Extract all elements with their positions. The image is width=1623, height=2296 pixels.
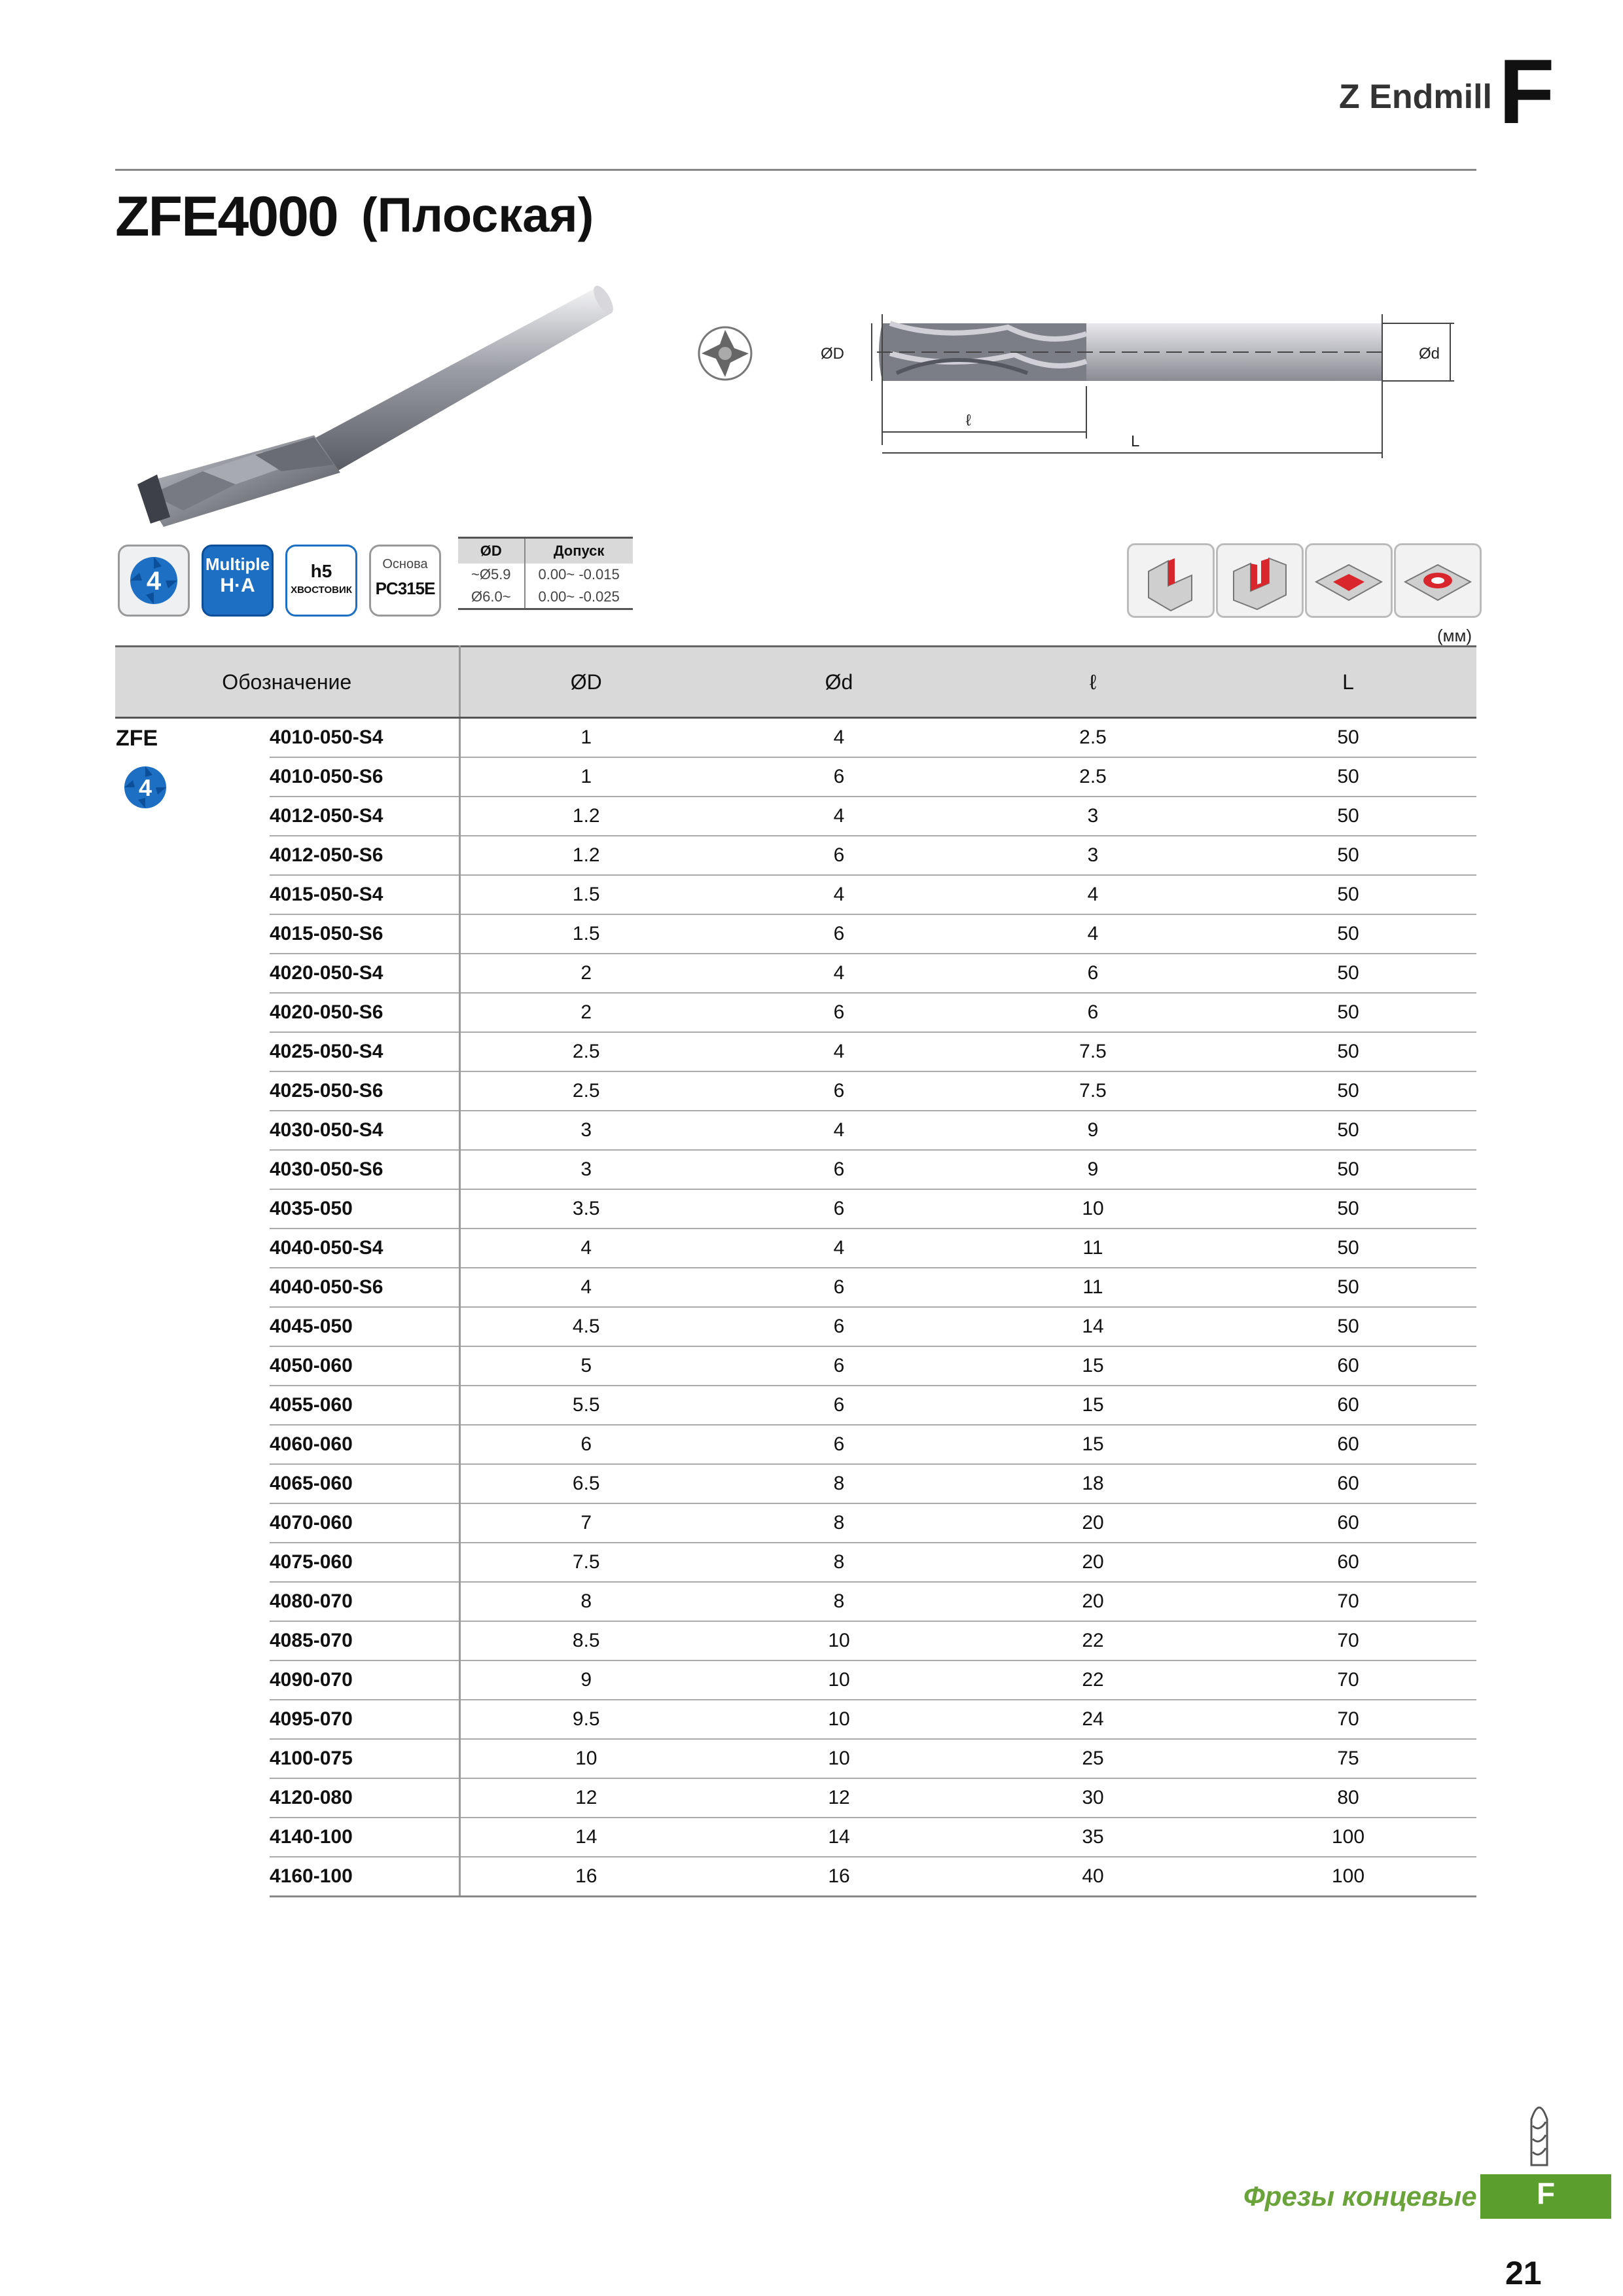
cell-D: 1: [459, 718, 712, 758]
cell-D: 5.5: [459, 1386, 712, 1425]
cell-d: 4: [712, 875, 966, 914]
cell-L: 50: [1220, 1189, 1476, 1229]
cell-d: 6: [712, 1268, 966, 1307]
designation: 4045-050: [270, 1307, 459, 1346]
cell-L: 50: [1220, 1071, 1476, 1111]
cell-l: 7.5: [966, 1032, 1220, 1071]
drawing-label-L: L: [1131, 433, 1140, 450]
cell-L: 60: [1220, 1503, 1476, 1543]
cell-d: 10: [712, 1660, 966, 1700]
cell-d: 6: [712, 757, 966, 797]
cell-d: 6: [712, 1307, 966, 1346]
cell-l: 20: [966, 1503, 1220, 1543]
cell-d: 10: [712, 1739, 966, 1778]
cell-l: 15: [966, 1346, 1220, 1386]
cell-l: 14: [966, 1307, 1220, 1346]
designation: 4140-100: [270, 1818, 459, 1857]
table-row: [115, 954, 1476, 993]
cell-D: 4.5: [459, 1307, 712, 1346]
technical-drawing: [812, 308, 1479, 471]
table-row: [115, 1425, 1476, 1464]
tol-range: ~Ø5.9: [471, 566, 511, 583]
designation: 4020-050-S4: [270, 954, 459, 993]
table-row: [115, 1150, 1476, 1189]
four-flute-icon: [120, 547, 188, 615]
designation: 4010-050-S6: [270, 757, 459, 797]
designation: 4025-050-S6: [270, 1071, 459, 1111]
designation: 4050-060: [270, 1346, 459, 1386]
cell-l: 2.5: [966, 757, 1220, 797]
designation: 4015-050-S6: [270, 914, 459, 954]
drawing-label-d: Ød: [1419, 345, 1440, 363]
designation: 4100-075: [270, 1739, 459, 1778]
series-cell: [115, 718, 270, 1897]
cell-L: 50: [1220, 914, 1476, 954]
cell-D: 9.5: [459, 1700, 712, 1739]
application-hole-icon: [1394, 543, 1482, 618]
grade-label: Основа: [382, 557, 428, 571]
cell-D: 6.5: [459, 1464, 712, 1503]
cell-d: 6: [712, 1189, 966, 1229]
cell-l: 10: [966, 1189, 1220, 1229]
application-shoulder-icon: [1127, 543, 1215, 618]
table-row: [115, 1660, 1476, 1700]
cell-l: 3: [966, 797, 1220, 836]
header-designation: Обозначение: [115, 647, 459, 718]
table-row: [115, 1071, 1476, 1111]
cell-D: 5: [459, 1346, 712, 1386]
cell-d: 4: [712, 1032, 966, 1071]
cell-L: 60: [1220, 1543, 1476, 1582]
table-row: [115, 1582, 1476, 1621]
cell-L: 50: [1220, 875, 1476, 914]
footer-section-letter: F: [1536, 2176, 1556, 2210]
application-pocket-icon: [1305, 543, 1393, 618]
cell-D: 1: [459, 757, 712, 797]
cell-d: 8: [712, 1582, 966, 1621]
cell-D: 9: [459, 1660, 712, 1700]
cell-d: 4: [712, 954, 966, 993]
cell-D: 4: [459, 1229, 712, 1268]
cell-D: 2: [459, 993, 712, 1032]
coating-type: H·A: [220, 575, 255, 596]
cell-l: 7.5: [966, 1071, 1220, 1111]
table-row: [115, 1189, 1476, 1229]
cell-L: 50: [1220, 797, 1476, 836]
table-row: [115, 1268, 1476, 1307]
cell-L: 50: [1220, 836, 1476, 875]
table-row: [115, 993, 1476, 1032]
cell-d: 6: [712, 993, 966, 1032]
cell-L: 60: [1220, 1464, 1476, 1503]
cell-d: 6: [712, 914, 966, 954]
cell-D: 1.2: [459, 797, 712, 836]
cell-l: 3: [966, 836, 1220, 875]
cell-D: 3.5: [459, 1189, 712, 1229]
section-letter: F: [1499, 40, 1555, 143]
table-row: [115, 1543, 1476, 1582]
cell-d: 6: [712, 1425, 966, 1464]
cell-L: 50: [1220, 1268, 1476, 1307]
table-row: [115, 1386, 1476, 1425]
table-row: [115, 836, 1476, 875]
cell-l: 15: [966, 1386, 1220, 1425]
designation: 4020-050-S6: [270, 993, 459, 1032]
cell-L: 70: [1220, 1700, 1476, 1739]
cell-L: 50: [1220, 1032, 1476, 1071]
cell-d: 12: [712, 1778, 966, 1818]
application-slot-icon: [1216, 543, 1304, 618]
footer-category: Фрезы концевые: [1243, 2181, 1477, 2212]
designation: 4012-050-S6: [270, 836, 459, 875]
table-row: [115, 1464, 1476, 1503]
table-row: [115, 1700, 1476, 1739]
cell-d: 6: [712, 836, 966, 875]
cell-D: 7.5: [459, 1543, 712, 1582]
cell-L: 100: [1220, 1857, 1476, 1897]
cell-D: 2.5: [459, 1032, 712, 1071]
designation: 4090-070: [270, 1660, 459, 1700]
designation: 4040-050-S6: [270, 1268, 459, 1307]
designation: 4160-100: [270, 1857, 459, 1897]
cell-l: 20: [966, 1582, 1220, 1621]
tol-header-tolerance: Допуск: [525, 538, 633, 564]
table-row: [115, 1857, 1476, 1897]
cell-D: 16: [459, 1857, 712, 1897]
table-row: [115, 1346, 1476, 1386]
cell-l: 9: [966, 1111, 1220, 1150]
page-number: 21: [1505, 2255, 1542, 2291]
cell-l: 4: [966, 875, 1220, 914]
cell-D: 8: [459, 1582, 712, 1621]
page-subtitle: (Плоская): [361, 188, 594, 242]
table-row: [115, 1503, 1476, 1543]
cell-L: 50: [1220, 1150, 1476, 1189]
shank-label: ХВОСТОВИК: [291, 584, 352, 596]
cell-L: 50: [1220, 757, 1476, 797]
product-table: [115, 645, 1476, 1897]
drawing-label-D: ØD: [821, 345, 844, 363]
cell-l: 24: [966, 1700, 1220, 1739]
tol-value: 0.00~ -0.015: [525, 564, 633, 586]
cell-d: 6: [712, 1150, 966, 1189]
cell-d: 6: [712, 1071, 966, 1111]
designation: 4015-050-S4: [270, 875, 459, 914]
cell-d: 10: [712, 1621, 966, 1660]
table-row: [115, 1778, 1476, 1818]
cell-l: 9: [966, 1150, 1220, 1189]
cell-l: 18: [966, 1464, 1220, 1503]
cell-L: 60: [1220, 1425, 1476, 1464]
designation: 4040-050-S4: [270, 1229, 459, 1268]
table-row: [115, 1818, 1476, 1857]
svg-text:4: 4: [138, 774, 152, 801]
cell-L: 100: [1220, 1818, 1476, 1857]
cell-D: 7: [459, 1503, 712, 1543]
cell-D: 8.5: [459, 1621, 712, 1660]
cell-d: 6: [712, 1346, 966, 1386]
cross-section-icon: [694, 322, 757, 385]
cell-l: 2.5: [966, 718, 1220, 758]
cell-D: 2: [459, 954, 712, 993]
designation: 4055-060: [270, 1386, 459, 1425]
cell-D: 1.2: [459, 836, 712, 875]
cell-d: 14: [712, 1818, 966, 1857]
cell-l: 40: [966, 1857, 1220, 1897]
cell-d: 4: [712, 1229, 966, 1268]
table-row: [115, 1621, 1476, 1660]
cell-D: 1.5: [459, 875, 712, 914]
cell-l: 6: [966, 993, 1220, 1032]
units-label: (мм): [1437, 626, 1472, 645]
designation: 4025-050-S4: [270, 1032, 459, 1071]
header-d: Ød: [712, 647, 966, 718]
cell-d: 8: [712, 1503, 966, 1543]
cell-L: 60: [1220, 1386, 1476, 1425]
tolerance-table: [458, 537, 633, 610]
table-row: [115, 757, 1476, 797]
cell-l: 30: [966, 1778, 1220, 1818]
cell-l: 11: [966, 1268, 1220, 1307]
endmill-photo: [124, 275, 622, 537]
table-row: [115, 914, 1476, 954]
cell-L: 70: [1220, 1621, 1476, 1660]
ballnose-tool-icon: [1520, 2093, 1559, 2172]
header-divider: [115, 169, 1476, 171]
shank-tolerance: h5: [310, 561, 332, 581]
designation: 4080-070: [270, 1582, 459, 1621]
cell-L: 70: [1220, 1582, 1476, 1621]
designation: 4035-050: [270, 1189, 459, 1229]
cell-d: 4: [712, 1111, 966, 1150]
cell-D: 14: [459, 1818, 712, 1857]
cell-l: 11: [966, 1229, 1220, 1268]
cell-D: 2.5: [459, 1071, 712, 1111]
cell-l: 22: [966, 1621, 1220, 1660]
table-row: [115, 875, 1476, 914]
cell-d: 16: [712, 1857, 966, 1897]
designation: 4010-050-S4: [270, 718, 459, 758]
table-row: [115, 718, 1476, 758]
cell-d: 4: [712, 797, 966, 836]
tol-value: 0.00~ -0.025: [525, 586, 633, 609]
designation: 4060-060: [270, 1425, 459, 1464]
designation: 4070-060: [270, 1503, 459, 1543]
drawing-label-l: ℓ: [966, 412, 971, 429]
header-D: ØD: [459, 647, 712, 718]
designation: 4065-060: [270, 1464, 459, 1503]
cell-l: 4: [966, 914, 1220, 954]
cell-l: 22: [966, 1660, 1220, 1700]
designation: 4030-050-S6: [270, 1150, 459, 1189]
table-row: [115, 1032, 1476, 1071]
cell-D: 6: [459, 1425, 712, 1464]
cell-d: 8: [712, 1543, 966, 1582]
series-label: ZFE: [116, 726, 158, 751]
header-l: ℓ: [966, 647, 1220, 718]
cell-L: 50: [1220, 993, 1476, 1032]
cell-L: 50: [1220, 1307, 1476, 1346]
cell-L: 50: [1220, 718, 1476, 758]
designation: 4012-050-S4: [270, 797, 459, 836]
designation: 4030-050-S4: [270, 1111, 459, 1150]
svg-text:4: 4: [146, 567, 162, 596]
page-title: ZFE4000: [115, 185, 338, 248]
grade-name: PC315E: [375, 579, 435, 598]
coating-label: Multiple: [205, 554, 270, 574]
cell-D: 4: [459, 1268, 712, 1307]
cell-l: 15: [966, 1425, 1220, 1464]
designation: 4120-080: [270, 1778, 459, 1818]
coating-badge: [202, 545, 274, 617]
table-row: [115, 1739, 1476, 1778]
four-flute-icon: [116, 758, 175, 817]
table-row: [115, 1229, 1476, 1268]
cell-L: 50: [1220, 1111, 1476, 1150]
cell-D: 1.5: [459, 914, 712, 954]
table-row: [115, 1307, 1476, 1346]
cell-L: 50: [1220, 954, 1476, 993]
cell-D: 3: [459, 1150, 712, 1189]
flutes-badge: [118, 545, 190, 617]
cell-d: 6: [712, 1386, 966, 1425]
cell-D: 10: [459, 1739, 712, 1778]
cell-l: 25: [966, 1739, 1220, 1778]
tol-header-diameter: ØD: [458, 538, 525, 564]
cell-d: 4: [712, 718, 966, 758]
table-row: [115, 797, 1476, 836]
designation: 4075-060: [270, 1543, 459, 1582]
shank-badge: [285, 545, 357, 617]
cell-L: 80: [1220, 1778, 1476, 1818]
cell-d: 8: [712, 1464, 966, 1503]
designation: 4095-070: [270, 1700, 459, 1739]
cell-l: 35: [966, 1818, 1220, 1857]
cell-D: 12: [459, 1778, 712, 1818]
cell-D: 3: [459, 1111, 712, 1150]
cell-L: 60: [1220, 1346, 1476, 1386]
header-L: L: [1220, 647, 1476, 718]
cell-L: 75: [1220, 1739, 1476, 1778]
header-series: Z Endmill: [1339, 78, 1492, 116]
cell-L: 70: [1220, 1660, 1476, 1700]
table-row: [115, 1111, 1476, 1150]
cell-l: 20: [966, 1543, 1220, 1582]
cell-l: 6: [966, 954, 1220, 993]
cell-L: 50: [1220, 1229, 1476, 1268]
designation: 4085-070: [270, 1621, 459, 1660]
grade-badge: [369, 545, 441, 617]
tol-range: Ø6.0~: [458, 586, 525, 609]
cell-d: 10: [712, 1700, 966, 1739]
